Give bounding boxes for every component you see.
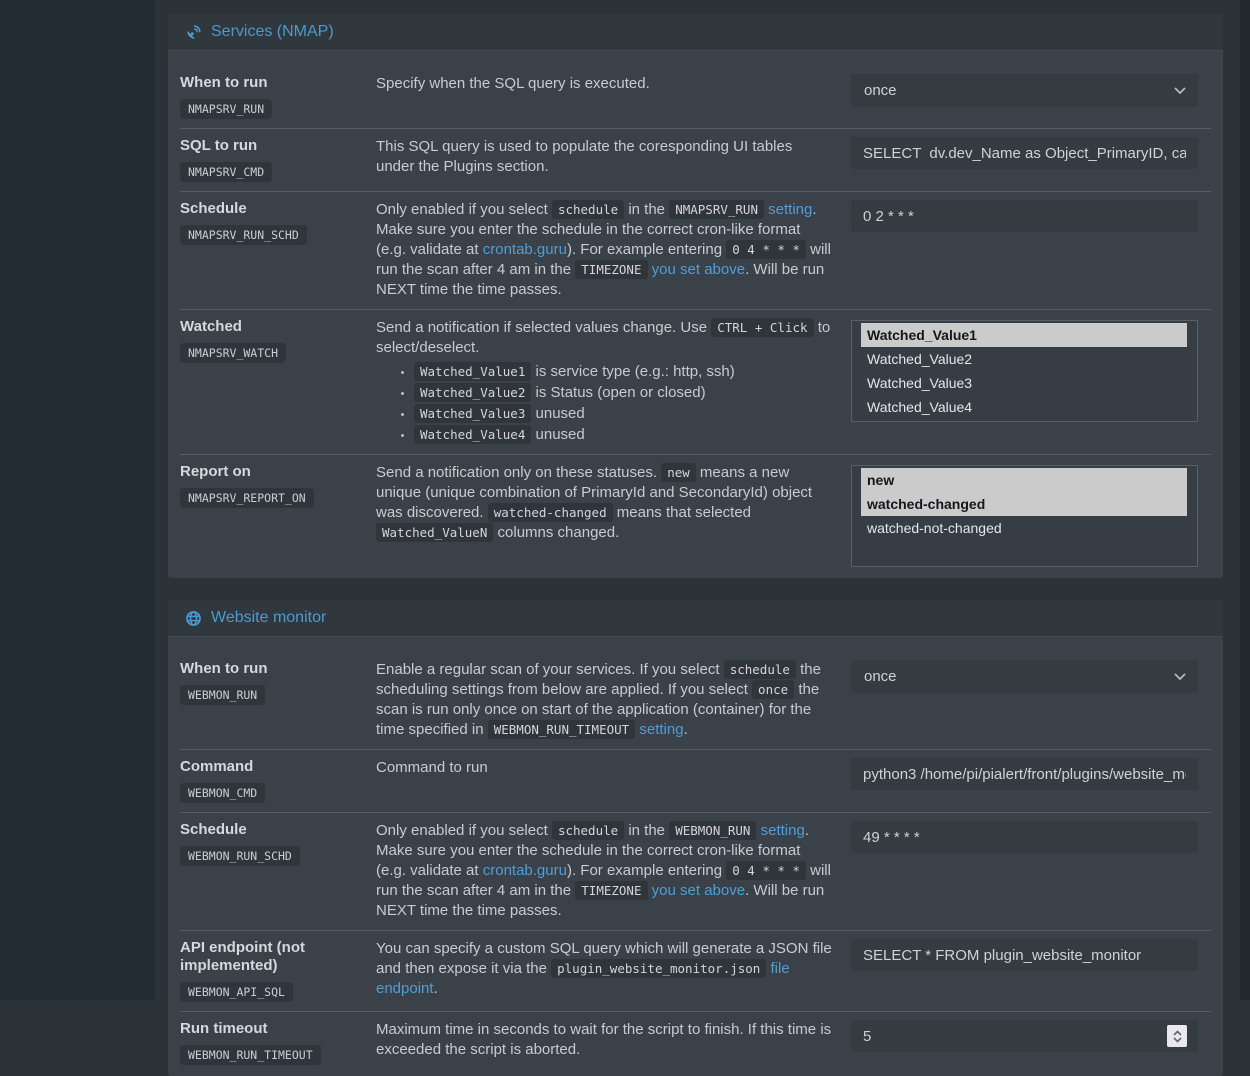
inline-code: Watched_Value3 (414, 404, 531, 423)
setting-description-bullets (376, 361, 846, 445)
setting-row-webmon-run-schd (180, 812, 1211, 930)
webmon-cmd-input[interactable] (851, 758, 1198, 790)
inline-code: Watched_ValueN (376, 523, 493, 542)
multiselect-option[interactable]: watched-changed (861, 492, 1187, 516)
inline-code: plugin_website_monitor.json (551, 959, 766, 978)
inline-code: TIMEZONE (575, 881, 647, 900)
setting-description: Command to run (376, 759, 488, 776)
setting-row-webmon-run (180, 637, 1211, 749)
nmapsrv-watch-multiselect[interactable] (851, 320, 1198, 422)
description-bullet: • Watched_Value3 unused (414, 403, 846, 424)
card-title: Website monitor (211, 609, 327, 626)
multiselect-option[interactable]: new (861, 468, 1187, 492)
setting-row-webmon-cmd (180, 749, 1211, 812)
inline-code: TIMEZONE (575, 260, 647, 279)
chevron-up-icon (1173, 1030, 1182, 1036)
description-bullet: • Watched_Value1 is service type (e.g.: http, ssh) (414, 361, 846, 382)
inline-code: WEBMON_RUN_TIMEOUT (488, 720, 635, 739)
setting-label: API endpoint (not implemented) (180, 939, 305, 974)
setting-row-nmapsrv-run-schd (180, 191, 1211, 309)
inline-code: Watched_Value4 (414, 425, 531, 444)
setting-key: NMAPSRV_REPORT_ON (180, 488, 314, 508)
nmapsrv-report-on-multiselect[interactable] (851, 465, 1198, 567)
multiselect-option[interactable]: Watched_Value1 (861, 323, 1187, 347)
chevron-down-icon (1174, 673, 1186, 681)
setting-row-webmon-api-sql (180, 930, 1211, 1011)
setting-description: This SQL query is used to populate the coresponding UI tables under the Plugins section. (376, 138, 793, 175)
setting-description: Only enabled if you select schedule in the NMAPSRV_RUN setting. Make sure you enter the schedule in the correct cron-like format (e.g. validate at crontab.guru). For example entering 0 4 * * * will run the scan after 4 am in the TIMEZONE you set above. Will be run NEXT time the time passes. (376, 201, 831, 298)
nmapsrv-run-schd-input[interactable] (851, 200, 1198, 232)
setting-label: Schedule (180, 200, 247, 217)
inline-code: CTRL + Click (711, 318, 813, 337)
settings-content (155, 0, 1250, 1076)
setting-description: Maximum time in seconds to wait for the script to finish. If this time is exceeded the script is aborted. (376, 1021, 832, 1058)
setting-key: WEBMON_CMD (180, 783, 265, 803)
card-header-services-nmap (168, 14, 1223, 51)
inline-link[interactable]: crontab.guru (482, 241, 567, 258)
nmapsrv-cmd-input[interactable] (851, 137, 1198, 169)
multiselect-option[interactable]: Watched_Value3 (867, 375, 973, 391)
setting-key: WEBMON_RUN (180, 685, 265, 705)
setting-key: WEBMON_API_SQL (180, 982, 293, 1002)
setting-row-nmapsrv-run (180, 51, 1211, 128)
setting-key: NMAPSRV_RUN_SCHD (180, 225, 307, 245)
inline-link[interactable]: file endpoint (376, 960, 790, 997)
webmon-run-select[interactable]: once (851, 660, 1198, 693)
setting-key: NMAPSRV_RUN (180, 99, 272, 119)
setting-key: NMAPSRV_CMD (180, 162, 272, 182)
inline-code: once (752, 680, 794, 699)
setting-label: Command (180, 758, 254, 775)
multiselect-option[interactable]: watched-not-changed (867, 520, 1002, 536)
multiselect-option[interactable]: Watched_Value4 (867, 399, 973, 415)
setting-row-webmon-run-timeout (180, 1011, 1211, 1074)
setting-key: NMAPSRV_WATCH (180, 343, 286, 363)
inline-link[interactable]: setting (760, 822, 805, 839)
webmon-api-sql-input[interactable] (851, 939, 1198, 971)
inline-code: schedule (552, 821, 624, 840)
satellite-dish-icon (185, 24, 202, 41)
multiselect-option[interactable]: Watched_Value2 (867, 351, 973, 367)
setting-row-nmapsrv-cmd (180, 128, 1211, 191)
setting-label: SQL to run (180, 137, 258, 154)
inline-link[interactable]: setting (768, 201, 813, 218)
inline-link[interactable]: setting (639, 721, 684, 738)
inline-link[interactable]: crontab.guru (482, 862, 567, 879)
setting-description: Only enabled if you select schedule in the WEBMON_RUN setting. Make sure you enter the schedule in the correct cron-like format (e.g. validate at crontab.guru). For example entering 0 4 * * * will run the scan after 4 am in the TIMEZONE you set above. Will be run NEXT time the time passes. (376, 822, 831, 919)
setting-description: Enable a regular scan of your services. If you select schedule the scheduling settings from below are applied. If you select once the scan is run only once on start of the application (container) for the time specified in WEBMON_RUN_TIMEOUT setting. (376, 661, 821, 738)
inline-code: 0 4 * * * (726, 861, 806, 880)
card-header-website-monitor (168, 600, 1223, 637)
webmon-run-schd-input[interactable] (851, 821, 1198, 853)
setting-label: Report on (180, 463, 251, 480)
inline-code: Watched_Value2 (414, 383, 531, 402)
description-bullet: • Watched_Value4 unused (414, 424, 846, 445)
number-spinner[interactable] (1167, 1025, 1187, 1047)
sidebar (0, 0, 155, 1000)
card-website-monitor (168, 600, 1223, 1076)
nmapsrv-run-select[interactable]: once (851, 74, 1198, 107)
setting-label: Schedule (180, 821, 247, 838)
scrollbar[interactable] (1240, 0, 1250, 1000)
card-title: Services (NMAP) (211, 23, 334, 40)
inline-code: new (661, 463, 696, 482)
setting-label: When to run (180, 74, 268, 91)
inline-code: schedule (552, 200, 624, 219)
setting-key: WEBMON_RUN_TIMEOUT (180, 1045, 321, 1065)
inline-code: 0 4 * * * (726, 240, 806, 259)
inline-code: NMAPSRV_RUN (669, 200, 764, 219)
inline-code: Watched_Value1 (414, 362, 531, 381)
description-bullet: • Watched_Value2 is Status (open or closed) (414, 382, 846, 403)
inline-code: watched-changed (488, 503, 613, 522)
globe-icon (185, 610, 202, 627)
setting-description: Send a notification only on these statuses. new means a new unique (unique combination of PrimaryId and SecondaryId) object was discovered. watched-changed means that selected Watched_ValueN columns changed. (376, 464, 813, 541)
setting-row-nmapsrv-watch (180, 309, 1211, 454)
inline-code: WEBMON_RUN (669, 821, 756, 840)
setting-label: Watched (180, 318, 242, 335)
setting-label: Run timeout (180, 1020, 268, 1037)
setting-description: You can specify a custom SQL query which will generate a JSON file and then expose it via the plugin_website_monitor.json file endpoint. (376, 940, 832, 997)
setting-label: When to run (180, 660, 268, 677)
chevron-down-icon (1173, 1037, 1182, 1043)
chevron-down-icon (1174, 87, 1186, 95)
card-services-nmap (168, 14, 1223, 578)
inline-link[interactable]: you set above (651, 882, 746, 899)
setting-description: Specify when the SQL query is executed. (376, 75, 650, 92)
setting-key: WEBMON_RUN_SCHD (180, 846, 300, 866)
inline-link[interactable]: you set above (651, 261, 746, 278)
setting-row-nmapsrv-report-on (180, 454, 1211, 576)
setting-description: Send a notification if selected values change. Use CTRL + Click to select/deselect. (376, 319, 831, 356)
inline-code: schedule (724, 660, 796, 679)
webmon-run-timeout-input[interactable] (851, 1020, 1198, 1052)
